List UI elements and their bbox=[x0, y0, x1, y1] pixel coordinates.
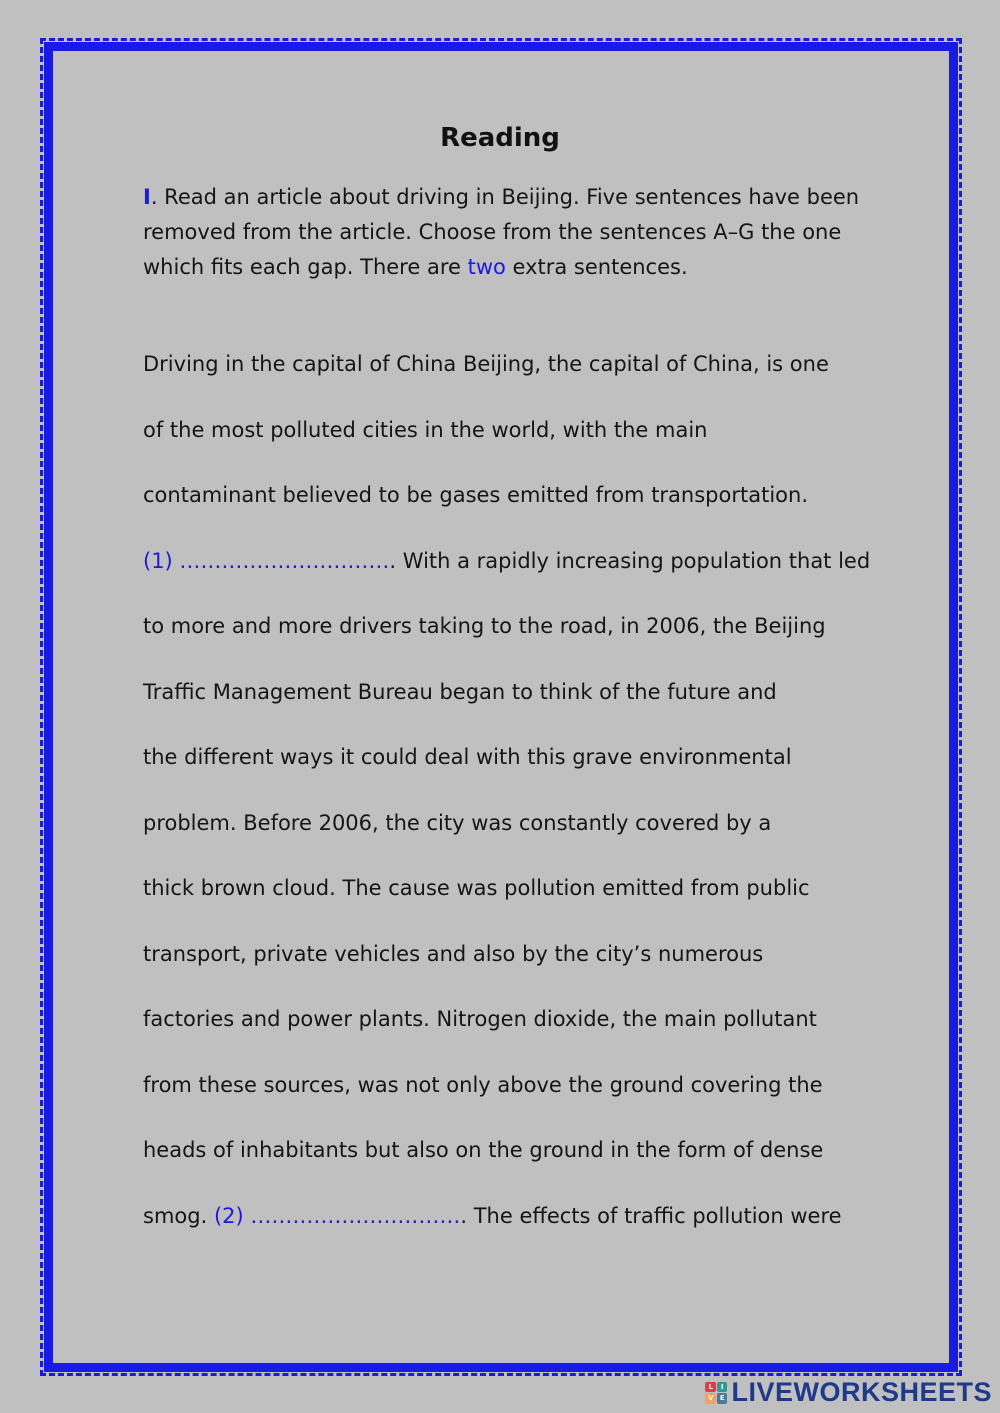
article-line bbox=[143, 1184, 873, 1250]
article-line: Driving in the capital of China Beijing, the capital of China, is one bbox=[143, 352, 829, 376]
article-line: Traffic Management Bureau began to think of the future and bbox=[143, 679, 777, 704]
liveworksheets-watermark bbox=[705, 1377, 992, 1408]
watermark-text: LIVEWORKSHEETS bbox=[731, 1377, 992, 1407]
article-line: heads of inhabitants but also on the ground in the form of dense bbox=[143, 1138, 824, 1162]
instructions-paragraph bbox=[143, 180, 863, 285]
article-line: from these sources, was not only above the ground covering the bbox=[143, 1072, 823, 1097]
logo-tile: L bbox=[705, 1382, 716, 1393]
instructions-text-after: extra sentences. bbox=[505, 255, 688, 279]
line-text-before: smog. bbox=[143, 1203, 214, 1228]
article-body bbox=[143, 332, 873, 1249]
line-text-after: . The effects of traffic pollution were bbox=[460, 1203, 842, 1228]
section-numeral: I bbox=[143, 185, 151, 209]
line-text-after: . With a rapidly increasing population that led bbox=[389, 548, 871, 573]
article-line: the different ways it could deal with this grave environmental bbox=[143, 745, 792, 769]
article-line bbox=[143, 529, 873, 595]
logo-tile: V bbox=[705, 1393, 716, 1404]
article-line: to more and more drivers taking to the road, in 2006, the Beijing bbox=[143, 614, 826, 638]
article-line: thick brown cloud. The cause was pollution emitted from public bbox=[143, 876, 810, 900]
article-line: transport, private vehicles and also by the city’s numerous bbox=[143, 941, 764, 966]
instructions-text-before: . Read an article about driving in Beijing. Five sentences have been removed from the article. Choose from the sentences A–G the one which fits each gap. There are bbox=[143, 185, 860, 279]
article-line: factories and power plants. Nitrogen dioxide, the main pollutant bbox=[143, 1007, 817, 1031]
logo-tile: I bbox=[717, 1382, 728, 1393]
page-title: Reading bbox=[440, 123, 560, 153]
answer-gap-2[interactable]: (2) ………………………… bbox=[213, 1203, 461, 1228]
instructions-highlight: two bbox=[467, 255, 506, 279]
article-line: of the most polluted cities in the world, with the main bbox=[143, 417, 708, 442]
answer-gap-1[interactable]: (1) ………………………… bbox=[143, 548, 390, 573]
article-line: contaminant believed to be gases emitted from transportation. bbox=[143, 483, 808, 507]
article-line: problem. Before 2006, the city was constantly covered by a bbox=[143, 810, 772, 835]
liveworksheets-logo-icon bbox=[705, 1382, 727, 1404]
logo-tile: E bbox=[717, 1393, 728, 1404]
